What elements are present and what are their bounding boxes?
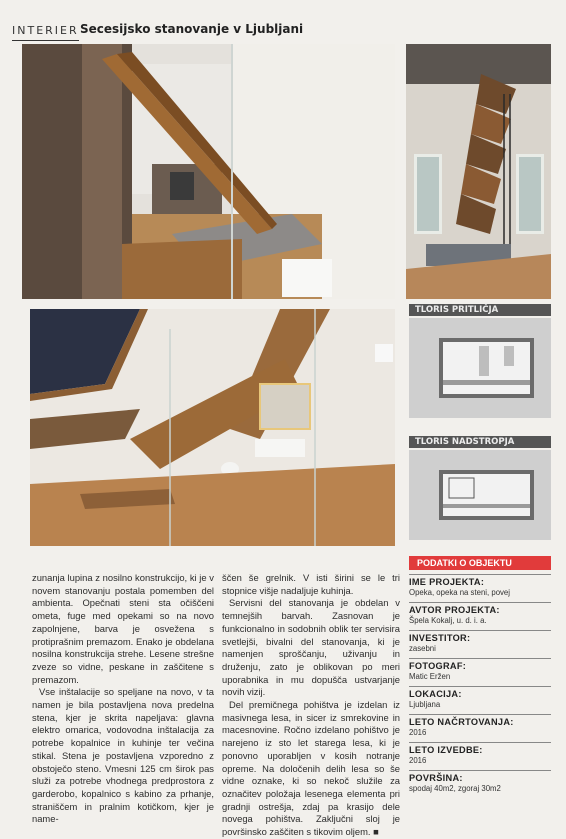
paragraph: Vse inštalacije so speljane na novo, v ta namen je bila postavljena nova predelna stena, kjer je skrita napeljava: glavna elektro omarica, vodovodna inštalacija za potrebe kopalnice in kuhinje ter večina stikal. Stena je postavljena vzporedno z obstoječo steno. Vmesni 125 cm širok pas služi za potrebe vhodnega predprostora z garderobo, kopalnico s kabino za prhanje, straniščem in pralnim kotičkom, kjer je name-	[32, 686, 214, 825]
project-data-box	[409, 556, 551, 794]
staircase-photo	[406, 44, 551, 299]
article-column-2	[222, 572, 400, 839]
field-label: AVTOR PROJEKTA:	[409, 602, 551, 616]
ground-floor-plan	[409, 318, 551, 418]
field-value: 2016	[409, 756, 427, 765]
bathroom-photo	[30, 309, 395, 546]
field-value: 2016	[409, 728, 427, 737]
project-data-item	[409, 602, 551, 626]
section-label: INTERIER	[12, 24, 79, 41]
field-label: LETO NAČRTOVANJA:	[409, 714, 551, 728]
upper-floor-plan	[409, 450, 551, 540]
project-data-title: PODATKI O OBJEKTU	[409, 556, 551, 570]
page-header	[12, 22, 552, 44]
field-value: Ljubljana	[409, 700, 441, 709]
paragraph: Del premičnega pohištva je izdelan iz masivnega lesa, in sicer iz smrekovine in macesnovine. Ročno izdelano pohištvo je narejeno iz sto let starega lesa, ki je ponovno uporabljen v kosih notranje opreme. Na določenih delih lesa so še vidne oznake, ki so nekoč služile za označitev položaja lesenega elementa pri gradnji ostrešja, zdaj pa krasijo dele novega pohištva. Zaključni sloj je površinsko zaščiten s tikovim oljem. ■	[222, 699, 400, 838]
field-value: spodaj 40m2, zgoraj 30m2	[409, 784, 501, 793]
field-label: FOTOGRAF:	[409, 658, 551, 672]
field-label: IME PROJEKTA:	[409, 574, 551, 588]
project-data-item	[409, 658, 551, 682]
paragraph: ščen še grelnik. V isti širini se le tri stopnice višje nadaljuje kuhinja.	[222, 572, 400, 596]
field-value: Opeka, opeka na steni, povej	[409, 588, 510, 597]
paragraph: Servisni del stanovanja je obdelan v temnejših barvah. Zasnovan je funkcionalno in sodobnih oblik ter servisira svetlejši, bivalni del stanovanja, ki je namenjen sproščanju, uživanju in druženju, zato je oblikovan po meri uporabnika in mu dopušča ustvarjanje novih vizij.	[222, 597, 400, 698]
field-label: INVESTITOR:	[409, 630, 551, 644]
project-data-item	[409, 686, 551, 710]
ground-floor-plan-title: TLORIS PRITLIČJA	[409, 304, 551, 316]
upper-floor-plan-title: TLORIS NADSTROPJA	[409, 436, 551, 448]
project-data-item	[409, 714, 551, 738]
field-label: POVRŠINA:	[409, 770, 551, 784]
article-column-1	[32, 572, 214, 826]
field-value: Špela Kokalj, u. d. i. a.	[409, 616, 487, 625]
field-label: LOKACIJA:	[409, 686, 551, 700]
project-data-item	[409, 630, 551, 654]
article-title: Secesijsko stanovanje v Ljubljani	[80, 22, 304, 36]
field-label: LETO IZVEDBE:	[409, 742, 551, 756]
field-value: Matic Eržen	[409, 672, 451, 681]
attic-bedroom-photo	[22, 44, 395, 299]
project-data-item	[409, 770, 551, 794]
paragraph: zunanja lupina z nosilno konstrukcijo, ki je v novem stanovanju postala pomemben del ambienta. Opečnati steni sta očiščeni ometa, fuge med opekami so na novo zapolnjene, barva je osvežena s protiprašnim premazom. Enako je obdelana nosilna konstrukcija strehe. Lesene strešne zveze so vidne, peskane in zaščitene s premazom.	[32, 572, 214, 685]
project-data-item	[409, 742, 551, 766]
project-data-item	[409, 574, 551, 598]
field-value: zasebni	[409, 644, 436, 653]
